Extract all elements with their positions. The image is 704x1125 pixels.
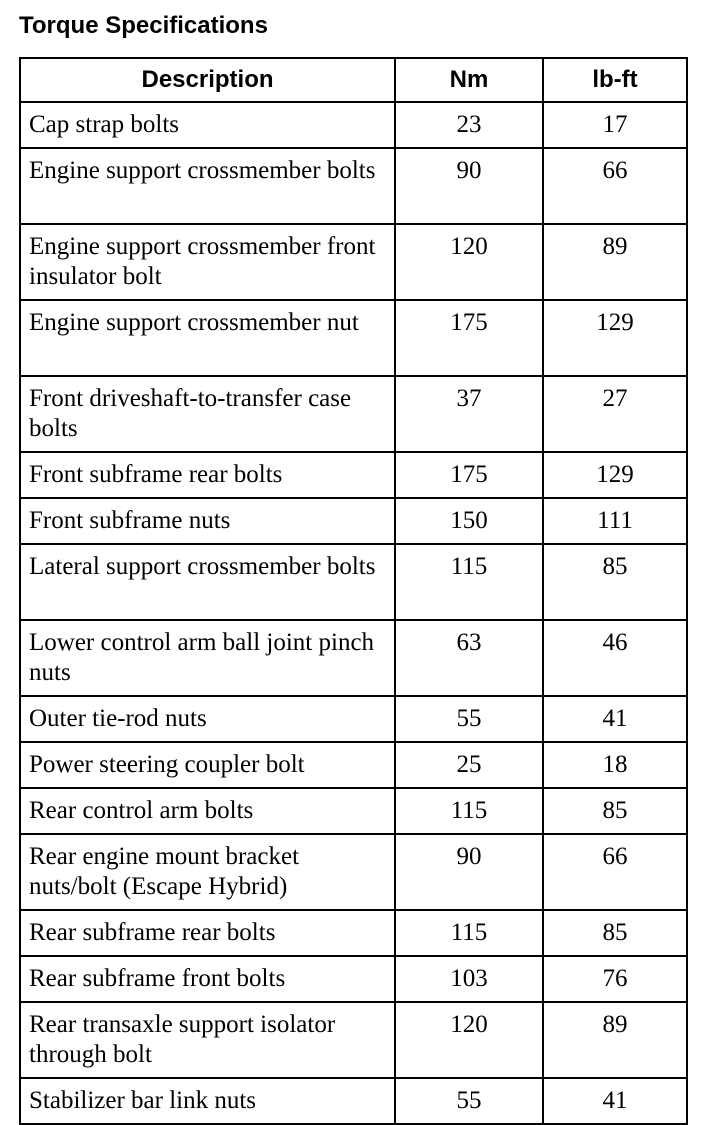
table-row <box>20 452 687 498</box>
row-description: Rear transaxle support isolator through bolt <box>20 1002 395 1078</box>
row-description: Lateral support crossmember bolts <box>20 544 395 620</box>
header-description: Description <box>20 58 395 102</box>
table-row <box>20 956 687 1002</box>
table-row <box>20 1078 687 1124</box>
row-nm: 175 <box>395 300 543 376</box>
table-row <box>20 102 687 148</box>
row-lbft: 85 <box>543 910 687 956</box>
table-row <box>20 620 687 696</box>
page-title: Torque Specifications <box>19 12 268 39</box>
row-description: Front subframe rear bolts <box>20 452 395 498</box>
row-lbft: 66 <box>543 834 687 910</box>
row-lbft: 85 <box>543 544 687 620</box>
table-row <box>20 696 687 742</box>
row-nm: 25 <box>395 742 543 788</box>
row-lbft: 129 <box>543 452 687 498</box>
row-description: Outer tie-rod nuts <box>20 696 395 742</box>
torque-spec-table <box>19 57 688 1125</box>
row-lbft: 85 <box>543 788 687 834</box>
row-description: Power steering coupler bolt <box>20 742 395 788</box>
row-nm: 55 <box>395 696 543 742</box>
row-description: Rear control arm bolts <box>20 788 395 834</box>
row-lbft: 46 <box>543 620 687 696</box>
row-nm: 63 <box>395 620 543 696</box>
table-row <box>20 788 687 834</box>
row-description: Rear subframe front bolts <box>20 956 395 1002</box>
table-row <box>20 1002 687 1078</box>
row-nm: 175 <box>395 452 543 498</box>
row-lbft: 27 <box>543 376 687 452</box>
row-description: Engine support crossmember front insulator bolt <box>20 224 395 300</box>
row-nm: 120 <box>395 224 543 300</box>
table-row <box>20 544 687 620</box>
row-nm: 120 <box>395 1002 543 1078</box>
row-description: Engine support crossmember nut <box>20 300 395 376</box>
row-lbft: 66 <box>543 148 687 224</box>
row-description: Front subframe nuts <box>20 498 395 544</box>
row-description: Cap strap bolts <box>20 102 395 148</box>
table-row <box>20 224 687 300</box>
row-description: Front driveshaft-to-transfer case bolts <box>20 376 395 452</box>
row-lbft: 17 <box>543 102 687 148</box>
table-row <box>20 148 687 224</box>
row-lbft: 18 <box>543 742 687 788</box>
row-description: Rear subframe rear bolts <box>20 910 395 956</box>
row-nm: 90 <box>395 148 543 224</box>
table-row <box>20 300 687 376</box>
row-nm: 23 <box>395 102 543 148</box>
row-lbft: 111 <box>543 498 687 544</box>
header-lbft: lb-ft <box>543 58 687 102</box>
table-row <box>20 376 687 452</box>
table-header-row <box>20 58 687 102</box>
table-row <box>20 742 687 788</box>
table-row <box>20 834 687 910</box>
row-lbft: 129 <box>543 300 687 376</box>
header-nm: Nm <box>395 58 543 102</box>
row-description: Stabilizer bar link nuts <box>20 1078 395 1124</box>
row-nm: 103 <box>395 956 543 1002</box>
table-row <box>20 910 687 956</box>
row-description: Rear engine mount bracket nuts/bolt (Escape Hybrid) <box>20 834 395 910</box>
table-row <box>20 498 687 544</box>
row-lbft: 89 <box>543 224 687 300</box>
row-description: Engine support crossmember bolts <box>20 148 395 224</box>
row-nm: 37 <box>395 376 543 452</box>
row-nm: 115 <box>395 910 543 956</box>
row-lbft: 89 <box>543 1002 687 1078</box>
row-description: Lower control arm ball joint pinch nuts <box>20 620 395 696</box>
row-nm: 115 <box>395 788 543 834</box>
row-lbft: 41 <box>543 1078 687 1124</box>
row-lbft: 76 <box>543 956 687 1002</box>
row-nm: 55 <box>395 1078 543 1124</box>
row-nm: 90 <box>395 834 543 910</box>
row-nm: 150 <box>395 498 543 544</box>
row-nm: 115 <box>395 544 543 620</box>
row-lbft: 41 <box>543 696 687 742</box>
